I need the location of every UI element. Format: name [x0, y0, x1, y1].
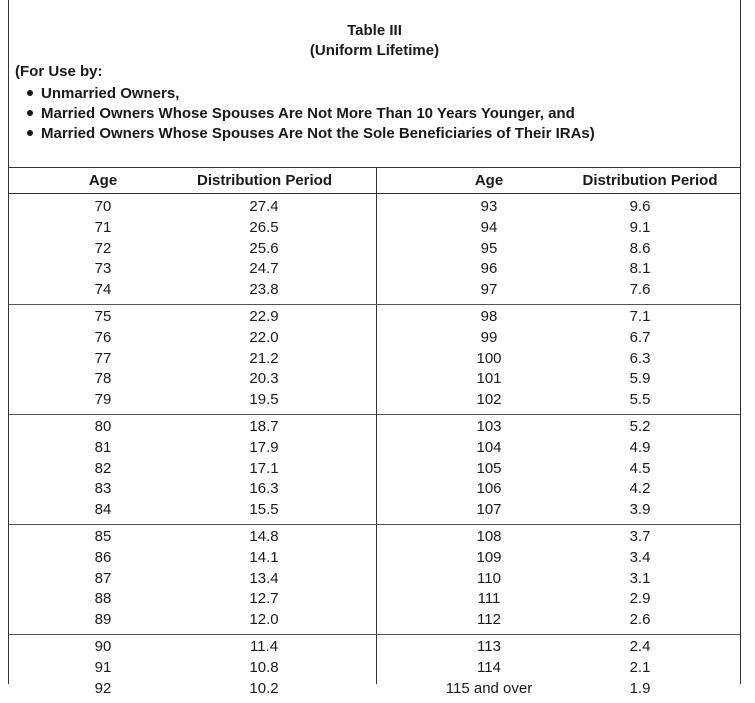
period-cell-left: 27.4	[249, 198, 279, 215]
table-header	[9, 0, 740, 168]
period-cell-left: 19.5	[249, 391, 279, 409]
period-cell-left: 22.9	[249, 308, 279, 325]
age-cell-left: 79	[94, 391, 112, 409]
period-cell-left: 17.1	[249, 459, 279, 477]
age-cell-left: 88	[94, 590, 112, 608]
age-cell-right: 112	[477, 611, 501, 629]
age-cell-right: 110	[477, 569, 501, 587]
age-cell-left: 75	[94, 308, 112, 325]
table-row	[9, 638, 740, 658]
period-cell-left: 14.1	[249, 548, 279, 566]
age-cell-left: 83	[94, 480, 112, 498]
period-cell-left: 22.0	[249, 328, 279, 346]
period-cell-right: 4.9	[629, 438, 651, 456]
period-cell-right: 6.3	[629, 349, 651, 367]
period-cell-left: 13.4	[249, 569, 279, 587]
period-cell-right: 3.1	[629, 569, 651, 587]
age-cell-left: 85	[94, 528, 112, 545]
age-cell-left: 84	[94, 501, 112, 519]
age-cell-left: 91	[94, 658, 112, 676]
table-row	[9, 329, 740, 349]
table-row	[9, 240, 740, 260]
row-group	[9, 195, 740, 305]
table-row	[9, 350, 740, 370]
age-cell-right: 104	[476, 438, 502, 456]
usage-bullet	[27, 124, 595, 144]
period-cell-left: 26.5	[249, 218, 279, 236]
column-header-period-right: Distribution Period	[582, 172, 718, 189]
table-row	[9, 281, 740, 301]
table-row	[9, 460, 740, 480]
usage-intro: (For Use by:	[15, 63, 103, 80]
age-cell-left: 82	[94, 459, 112, 477]
table-row	[9, 501, 740, 521]
table-row	[9, 570, 740, 590]
period-cell-right: 1.9	[629, 679, 651, 697]
period-cell-left: 17.9	[249, 438, 279, 456]
period-cell-right: 8.1	[629, 260, 651, 278]
period-cell-left: 16.3	[249, 480, 279, 498]
table-row	[9, 680, 740, 700]
age-cell-left: 72	[94, 239, 112, 257]
period-cell-left: 11.4	[249, 638, 279, 655]
period-cell-right: 2.4	[629, 638, 651, 655]
age-cell-left: 87	[94, 569, 112, 587]
period-cell-right: 5.9	[629, 370, 651, 388]
age-cell-right: 111	[477, 590, 501, 608]
period-cell-right: 6.7	[629, 328, 651, 346]
usage-bullet	[27, 104, 595, 124]
age-cell-right: 95	[480, 239, 498, 257]
period-cell-right: 5.5	[629, 391, 651, 409]
period-cell-right: 2.1	[629, 658, 651, 676]
period-cell-right: 3.4	[629, 548, 651, 566]
bullet-icon	[27, 130, 33, 136]
period-cell-right: 9.1	[629, 218, 651, 236]
age-cell-left: 74	[94, 281, 112, 299]
age-cell-left: 77	[94, 349, 112, 367]
period-cell-left: 15.5	[249, 501, 279, 519]
table-row	[9, 528, 740, 548]
table-row	[9, 480, 740, 500]
table-row	[9, 418, 740, 438]
table-row	[9, 611, 740, 631]
period-cell-right: 5.2	[629, 418, 651, 435]
row-group	[9, 635, 740, 703]
age-cell-left: 89	[94, 611, 112, 629]
age-cell-right: 93	[480, 198, 498, 215]
age-cell-right: 113	[477, 638, 501, 655]
table-row	[9, 391, 740, 411]
row-group	[9, 305, 740, 415]
age-cell-left: 90	[94, 638, 112, 655]
usage-bullet-list	[27, 84, 595, 144]
age-cell-right: 108	[476, 528, 502, 545]
table-row	[9, 308, 740, 328]
age-cell-right: 107	[476, 501, 502, 519]
bullet-text: Unmarried Owners,	[41, 85, 180, 102]
period-cell-right: 2.9	[629, 590, 651, 608]
age-cell-left: 78	[94, 370, 112, 388]
period-cell-left: 18.7	[249, 418, 279, 435]
period-cell-right: 9.6	[629, 198, 651, 215]
age-cell-right: 96	[480, 260, 498, 278]
age-cell-left: 71	[94, 218, 112, 236]
period-cell-right: 4.2	[629, 480, 651, 498]
column-header-row	[9, 168, 740, 194]
table-row	[9, 549, 740, 569]
period-cell-left: 10.2	[249, 679, 279, 697]
age-cell-right: 102	[476, 391, 502, 409]
column-header-period-left: Distribution Period	[197, 172, 332, 189]
period-cell-right: 4.5	[629, 459, 651, 477]
period-cell-left: 21.2	[249, 349, 279, 367]
age-cell-left: 70	[94, 198, 112, 215]
period-cell-right: 7.6	[629, 281, 651, 299]
age-cell-right: 103	[476, 418, 502, 435]
bullet-icon	[27, 90, 33, 96]
period-cell-left: 12.0	[249, 611, 279, 629]
bullet-text: Married Owners Whose Spouses Are Not the Sole Beneficiaries of Their IRAs)	[41, 125, 595, 142]
period-cell-left: 14.8	[249, 528, 279, 545]
age-cell-left: 76	[94, 328, 112, 346]
table-row	[9, 370, 740, 390]
row-group	[9, 525, 740, 635]
age-cell-right: 114	[477, 658, 501, 676]
period-cell-right: 2.6	[629, 611, 651, 629]
age-cell-right: 105	[476, 459, 502, 477]
age-cell-right: 101	[476, 370, 502, 388]
period-cell-right: 7.1	[629, 308, 651, 325]
row-group	[9, 415, 740, 525]
bullet-text: Married Owners Whose Spouses Are Not More Than 10 Years Younger, and	[41, 105, 575, 122]
age-cell-left: 80	[94, 418, 112, 435]
period-cell-left: 20.3	[249, 370, 279, 388]
period-cell-left: 10.8	[249, 658, 279, 676]
table-subtitle: (Uniform Lifetime)	[309, 42, 440, 59]
age-cell-right: 100	[476, 349, 502, 367]
column-header-age-right: Age	[474, 172, 504, 189]
period-cell-right: 3.7	[629, 528, 651, 545]
period-cell-right: 3.9	[629, 501, 651, 519]
age-cell-right: 99	[480, 328, 498, 346]
column-header-age-left: Age	[88, 172, 118, 189]
period-cell-left: 25.6	[249, 239, 279, 257]
table-row	[9, 590, 740, 610]
age-cell-right: 115 and over	[445, 679, 533, 697]
period-cell-left: 12.7	[249, 590, 279, 608]
age-cell-right: 94	[480, 218, 498, 236]
table-frame	[8, 0, 741, 697]
period-cell-left: 23.8	[249, 281, 279, 299]
period-cell-right: 8.6	[629, 239, 651, 257]
age-cell-right: 106	[476, 480, 502, 498]
table-row	[9, 219, 740, 239]
table-row	[9, 198, 740, 218]
age-cell-left: 92	[94, 679, 112, 697]
period-cell-left: 24.7	[249, 260, 279, 278]
age-cell-right: 97	[480, 281, 498, 299]
table-row	[9, 439, 740, 459]
age-cell-left: 81	[94, 438, 112, 456]
age-cell-right: 98	[480, 308, 498, 325]
table-row	[9, 659, 740, 679]
table-title: Table III	[347, 22, 402, 39]
age-cell-left: 86	[94, 548, 112, 566]
table-row	[9, 260, 740, 280]
bullet-icon	[27, 110, 33, 116]
usage-bullet	[27, 84, 595, 104]
age-cell-left: 73	[94, 260, 112, 278]
age-cell-right: 109	[476, 548, 502, 566]
